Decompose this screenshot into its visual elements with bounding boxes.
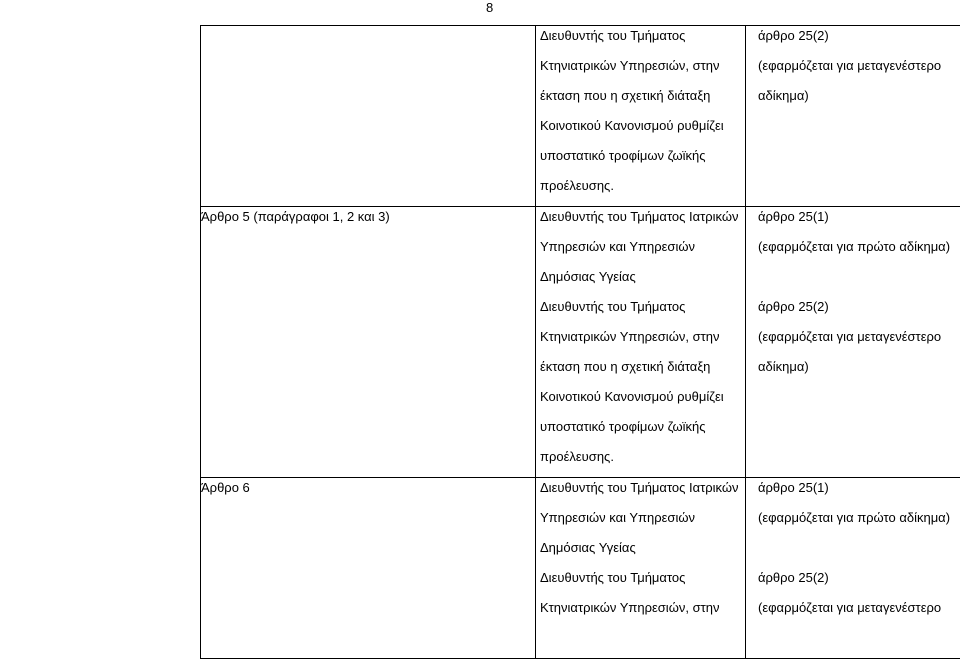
article-reference: Άρθρο 6 [201,478,535,508]
authority-cell [536,478,746,659]
authority-cell [536,26,746,207]
penalty-cell [746,26,960,207]
penalty-text-line: (εφαρμόζεται για μεταγενέστερο [746,56,960,86]
table-row [201,478,960,659]
article-cell [201,478,536,659]
authority-text-line: Κοινοτικού Κανονισμού ρυθμίζει [536,387,745,417]
article-reference [201,26,535,56]
authority-text-line: Κτηνιατρικών Υπηρεσιών, στην [536,327,745,357]
table-row [201,207,960,478]
penalty-text-line: άρθρο 25(1) [746,478,960,508]
authority-text-line: προέλευσης. [536,447,745,477]
authority-text-line: Υπηρεσιών και Υπηρεσιών [536,237,745,267]
authority-text-line: Διευθυντής του Τμήματος [536,568,745,598]
penalty-text-line: αδίκημα) [746,357,960,387]
article-cell [201,26,536,207]
authority-text-line: Διευθυντής του Τμήματος Ιατρικών [536,478,745,508]
penalty-text-line: άρθρο 25(1) [746,207,960,237]
penalty-text-line: (εφαρμόζεται για μεταγενέστερο [746,598,960,628]
penalty-text-line: άρθρο 25(2) [746,297,960,327]
authority-text-line: έκταση που η σχετική διάταξη [536,86,745,116]
authority-text-line: Δημόσιας Υγείας [536,267,745,297]
penalty-text-line: (εφαρμόζεται για πρώτο αδίκημα) [746,508,960,538]
page-number: 8 [486,0,493,15]
authority-text-line: Διευθυντής του Τμήματος [536,26,745,56]
article-reference: Άρθρο 5 (παράγραφοι 1, 2 και 3) [201,207,535,237]
authority-text-line: Κτηνιατρικών Υπηρεσιών, στην [536,598,745,628]
penalty-cell [746,207,960,478]
authority-text-line: υποστατικό τροφίμων ζωϊκής [536,146,745,176]
authority-text-line: Κτηνιατρικών Υπηρεσιών, στην [536,56,745,86]
authority-text-line: έκταση που η σχετική διάταξη [536,357,745,387]
penalty-text-line: άρθρο 25(2) [746,26,960,56]
penalty-text-line: άρθρο 25(2) [746,568,960,598]
authority-cell [536,207,746,478]
regulation-table [200,25,960,659]
authority-text-line: Διευθυντής του Τμήματος Ιατρικών [536,207,745,237]
authority-text-line: υποστατικό τροφίμων ζωϊκής [536,417,745,447]
article-cell [201,207,536,478]
authority-text-line: Κοινοτικού Κανονισμού ρυθμίζει [536,116,745,146]
authority-text-line: Υπηρεσιών και Υπηρεσιών [536,508,745,538]
penalty-text-line [746,538,960,568]
penalty-text-line: (εφαρμόζεται για μεταγενέστερο [746,327,960,357]
authority-text-line: προέλευσης. [536,176,745,206]
table-row [201,26,960,207]
penalty-text-line: (εφαρμόζεται για πρώτο αδίκημα) [746,237,960,267]
authority-text-line: Δημόσιας Υγείας [536,538,745,568]
penalty-cell [746,478,960,659]
authority-text-line: Διευθυντής του Τμήματος [536,297,745,327]
penalty-text-line: αδίκημα) [746,86,960,116]
penalty-text-line [746,267,960,297]
